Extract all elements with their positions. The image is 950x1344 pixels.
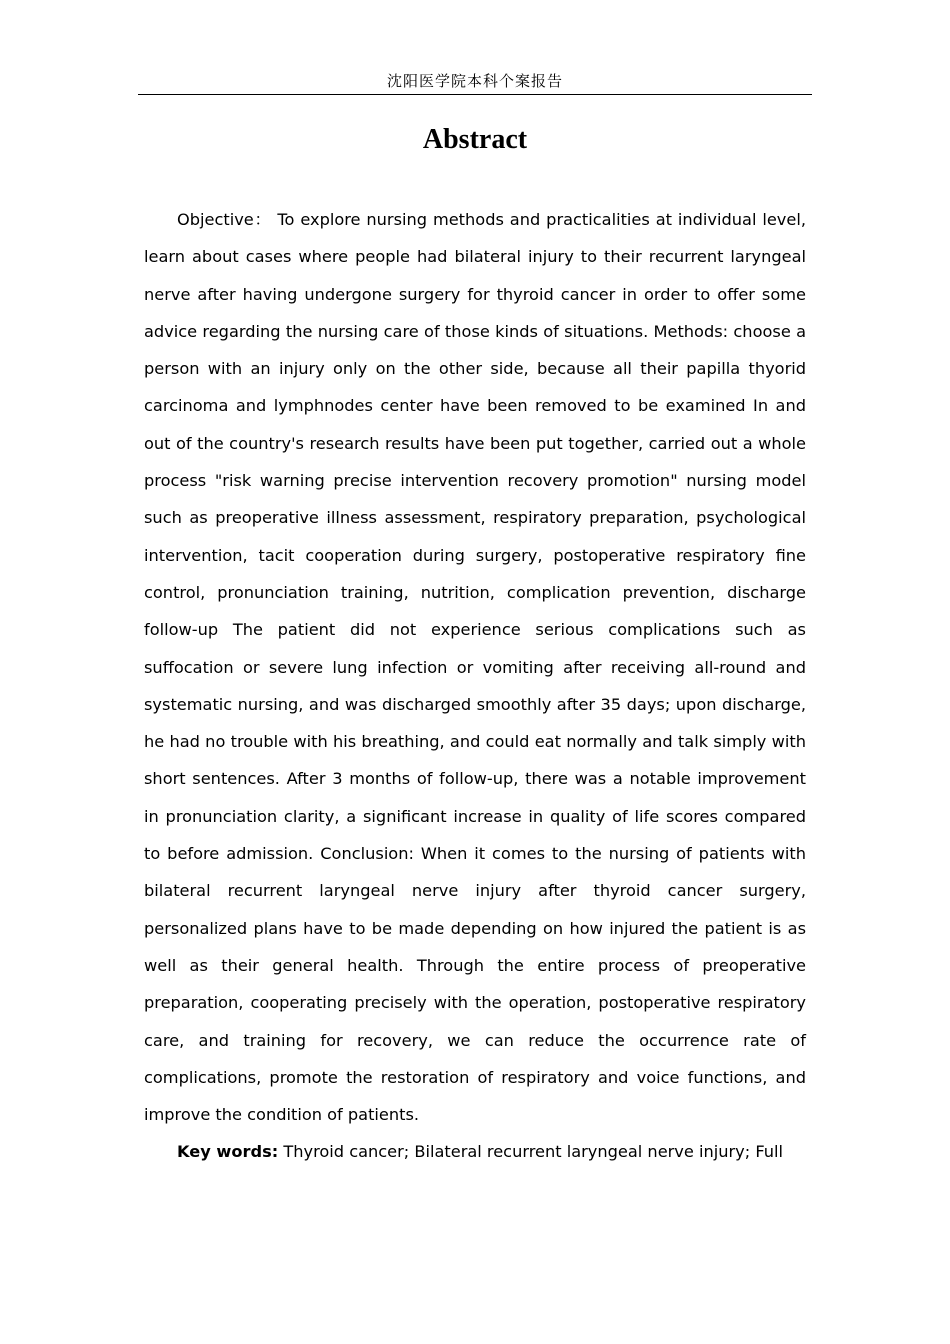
keywords-paragraph bbox=[144, 1133, 806, 1170]
abstract-body bbox=[144, 201, 806, 1171]
page-header bbox=[138, 70, 812, 95]
page-title: Abstract bbox=[422, 124, 528, 155]
keywords-text: Thyroid cancer; Bilateral recurrent laryngeal nerve injury; Full bbox=[283, 1142, 784, 1162]
abstract-text: To explore nursing methods and practicalities at individual level, learn about cases where people had bilateral injury to their recurrent laryngeal nerve after having undergone surgery for thyroid cancer in order to offer some advice regarding the nursing care of those kinds of situations. Methods: choose a person with an injury only on the other side, because all their papilla thyorid carcinoma and lymphnodes center have been removed to be examined In and out of the country's research results have been put together, carried out a whole process "risk warning precise intervention recovery promotion" nursing model such as preoperative illness assessment, respiratory preparation, psychological intervention, tacit cooperation during surgery, postoperative respiratory fine control, pronunciation training, nutrition, complication prevention, discharge follow-up The patient did not experience serious complications such as suffocation or severe lung infection or vomiting after receiving all-round and systematic nursing, and was discharged smoothly after 35 days; upon discharge, he had no trouble with his breathing, and could eat normally and talk simply with short sentences. After 3 months of follow-up, there was a notable improvement in pronunciation clarity, a significant increase in quality of life scores compared to before admission. Conclusion: When it comes to the nursing of patients with bilateral recurrent laryngeal nerve injury after thyroid cancer surgery, personalized plans have to be made depending on how injured the patient is as well as their general health. Through the entire process of preoperative preparation, cooperating precisely with the operation, postoperative respiratory care, and training for recovery, we can reduce the occurrence rate of complications, promote the restoration of respiratory and voice functions, and improve the condition of patients. bbox=[144, 210, 806, 1125]
abstract-paragraph bbox=[144, 201, 806, 1133]
objective-label: Objective： bbox=[177, 210, 272, 229]
keywords-label: Key words: bbox=[177, 1142, 279, 1162]
header-text: 沈阳医学院本科个案报告 bbox=[386, 72, 563, 90]
